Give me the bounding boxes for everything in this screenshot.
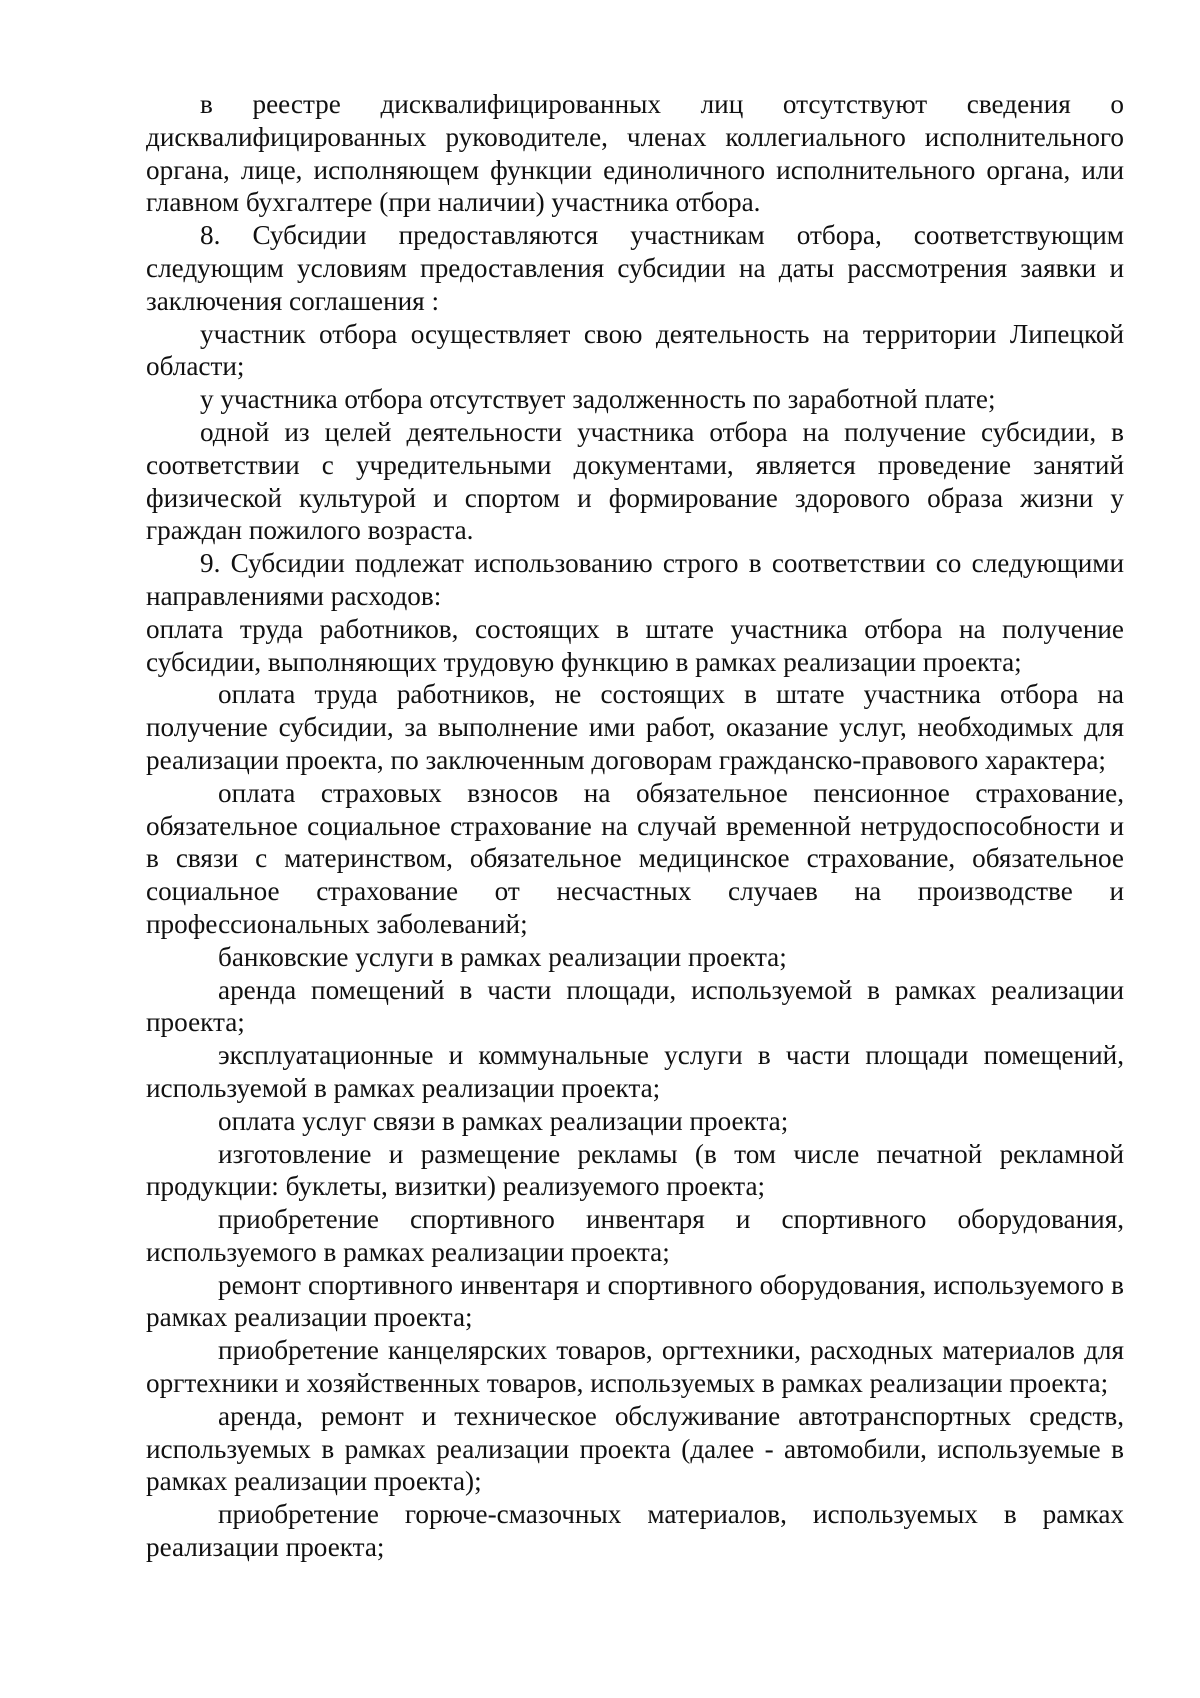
paragraph-expense-utilities: эксплуатационные и коммунальные услуги в части площади помещений, используемой в рамках реализации проекта;	[146, 1040, 1124, 1103]
document-page	[146, 88, 1124, 1564]
paragraph-disqualified-registry: в реестре дисквалифицированных лиц отсутствуют сведения о дисквалифицированных руководителе, членах коллегиального исполнительного органа, лице, исполняющем функции единоличного исполнительного органа, или главном бухгалтере (при наличии) участника отбора.	[146, 89, 1124, 218]
paragraph-expense-fuel: приобретение горюче-смазочных материалов, используемых в рамках реализации проекта;	[146, 1499, 1124, 1563]
paragraph-item-8: 8. Субсидии предоставляются участникам отбора, соответствующим следующим условиям предоставления субсидии на даты рассмотрения заявки и заключения соглашения :	[146, 220, 1124, 316]
paragraph-expense-advertising: изготовление и размещение рекламы (в том числе печатной рекламной продукции: буклеты, визитки) реализуемого проекта;	[146, 1138, 1124, 1202]
paragraph-condition-territory: участник отбора осуществляет свою деятельность на территории Липецкой области;	[146, 318, 1124, 382]
paragraph-expense-banking: банковские услуги в рамках реализации проекта;	[218, 941, 787, 972]
paragraph-expense-office-supplies: приобретение канцелярских товаров, оргтехники, расходных материалов для оргтехники и хозяйственных товаров, используемых в рамках реализации проекта;	[146, 1335, 1124, 1399]
paragraph-item-9: 9. Субсидии подлежат использованию строго в соответствии со следующими направлениями расходов:	[146, 548, 1124, 611]
paragraph-expense-rent: аренда помещений в части площади, используемой в рамках реализации проекта;	[146, 974, 1124, 1038]
paragraph-expense-sports-equipment: приобретение спортивного инвентаря и спортивного оборудования, используемого в рамках реализации проекта;	[146, 1204, 1124, 1267]
paragraph-expense-contract-salary: оплата труда работников, не состоящих в штате участника отбора на получение субсидии, за выполнение ими работ, оказание услуг, необходимых для реализации проекта, по заключенным договорам гражданско-правового характера;	[146, 679, 1124, 775]
paragraph-expense-equipment-repair: ремонт спортивного инвентаря и спортивного оборудования, используемого в рамках реализации проекта;	[146, 1269, 1124, 1333]
paragraph-condition-salary-debt: у участника отбора отсутствует задолженность по заработной плате;	[200, 384, 996, 415]
paragraph-condition-activity-goal: одной из целей деятельности участника отбора на получение субсидии, в соответствии с учредительными документами, является проведение занятий физической культурой и спортом и формирование здорового образа жизни у граждан пожилого возраста.	[146, 416, 1124, 546]
paragraph-expense-vehicles: аренда, ремонт и техническое обслуживание автотранспортных средств, используемых в рамках реализации проекта (далее - автомобили, используемые в рамках реализации проекта);	[146, 1400, 1124, 1497]
paragraph-expense-staff-salary: оплата труда работников, состоящих в штате участника отбора на получение субсидии, выполняющих трудовую функцию в рамках реализации проекта;	[146, 613, 1124, 677]
paragraph-expense-insurance: оплата страховых взносов на обязательное пенсионное страхование, обязательное социальное страхование на случай временной нетрудоспособности и в связи с материнством, обязательное медицинское страхование, обязательное социальное страхование от несчастных случаев на производстве и профессиональных заболеваний;	[146, 777, 1124, 939]
paragraph-expense-communication: оплата услуг связи в рамках реализации проекта;	[218, 1105, 789, 1136]
